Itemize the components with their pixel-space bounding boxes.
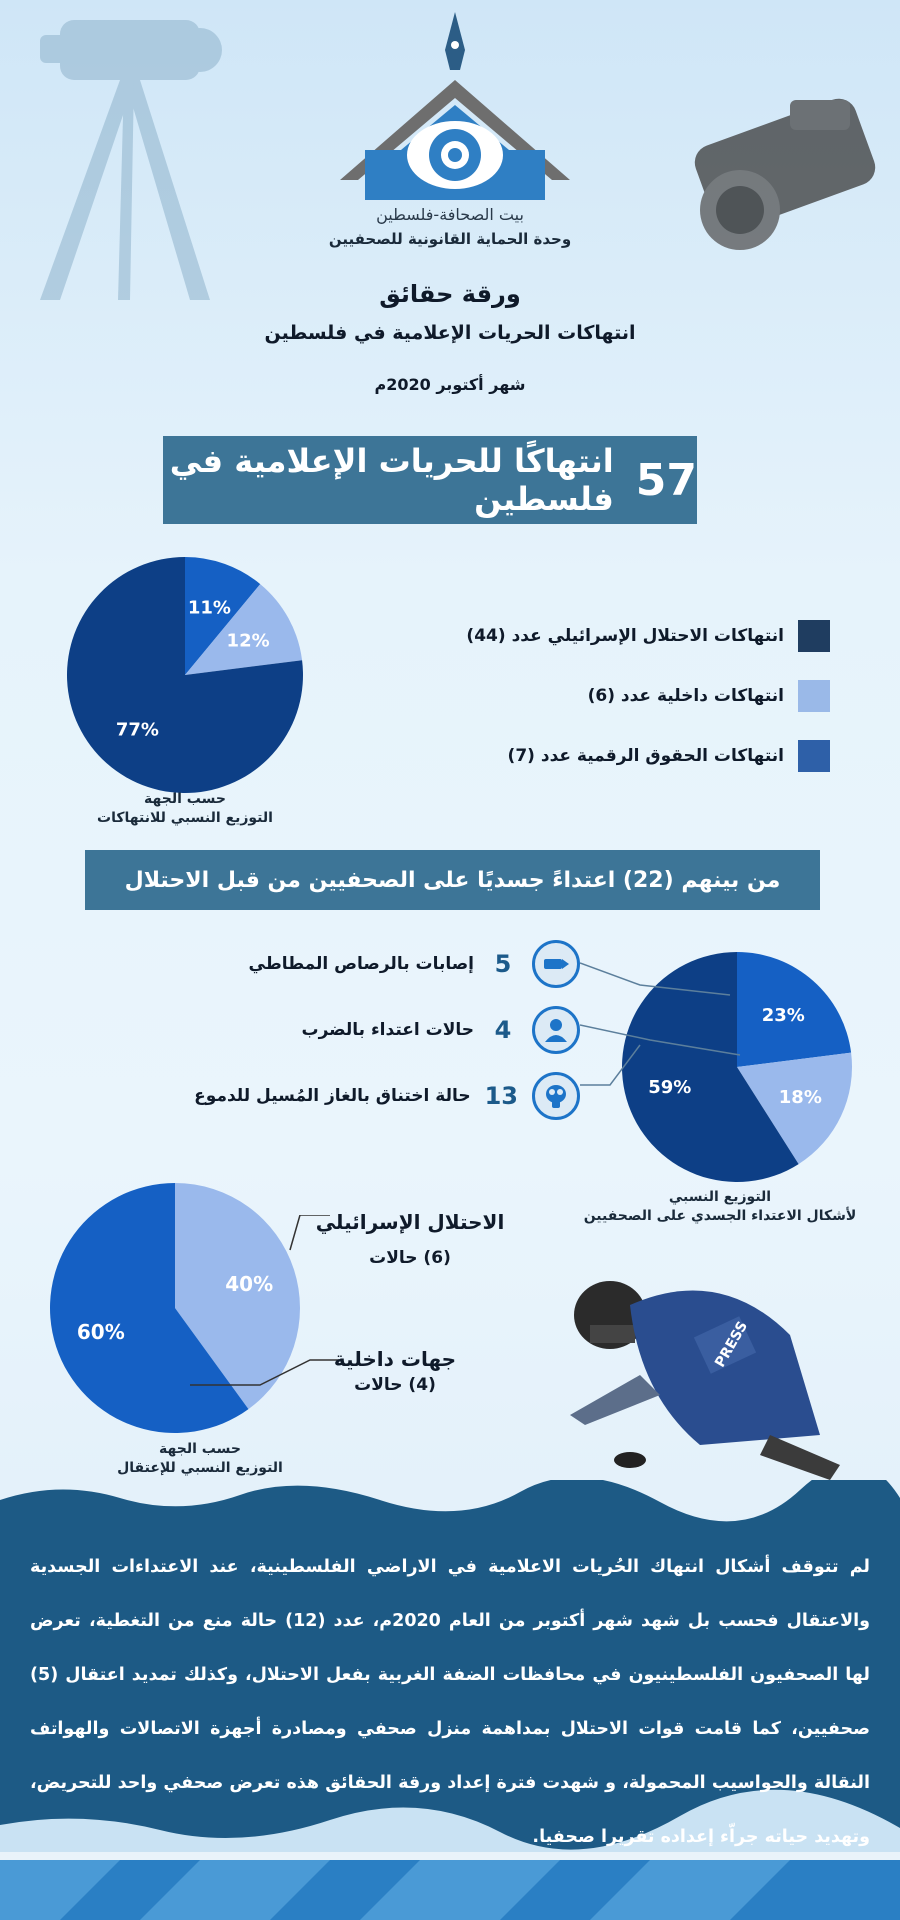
assault-item-tear-gas [130, 1072, 580, 1120]
assault-caption-line2: لأشكال الاعتداء الجسدي على الصحفيين [583, 1207, 857, 1224]
camera-tripod-illustration [0, 0, 260, 300]
total-violations-label: انتهاكًا للحريات الإعلامية في فلسطين [169, 442, 614, 518]
pie-label-3-1: 40% [225, 1271, 274, 1296]
page-title: ورقة حقائق [379, 280, 521, 308]
legend-item-occupation [380, 620, 830, 652]
assault-connector-lines [580, 955, 760, 1095]
legend-item-digital [380, 740, 830, 772]
violations-pie-chart [60, 550, 310, 800]
camera-illustration [670, 60, 900, 260]
assault-types-list [130, 940, 580, 1120]
pie-label-2-0: 59% [648, 1076, 692, 1098]
detention-occupation-count: (6) حالات [369, 1248, 451, 1268]
pie-label-1-1: 12% [226, 630, 270, 652]
press-house-logo [320, 10, 590, 210]
assault-caption-line1: التوزيع النسبي [668, 1189, 772, 1205]
assault-chart-caption [560, 1188, 880, 1226]
legend-label-occupation: انتهاكات الاحتلال الإسرائيلي عدد (44) [466, 626, 784, 646]
page-subtitle: انتهاكات الحريات الإعلامية في فلسطين [264, 322, 636, 344]
assault-item-beating [130, 1006, 580, 1054]
detention-chart-caption [75, 1440, 325, 1478]
legend-swatch-digital [798, 740, 830, 772]
assault-count-rubber-bullets: 5 [494, 950, 512, 978]
detention-occupation-title: الاحتلال الإسرائيلي [315, 1210, 505, 1234]
person-icon [532, 1006, 580, 1054]
pie-label-3-0: 60% [76, 1320, 125, 1345]
detention-internal-title: جهات داخلية [333, 1347, 457, 1371]
physical-assaults-banner: من بينهم (22) اعتداءً جسديًا على الصحفيين من قبل الاحتلال [85, 850, 820, 910]
pie-label-1-0: 77% [115, 719, 159, 741]
legend-swatch-occupation [798, 620, 830, 652]
violations-caption-line2: التوزيع النسبي للانتهاكات [97, 809, 273, 826]
legend-label-digital: انتهاكات الحقوق الرقمية عدد (7) [507, 746, 784, 766]
assault-label-beating: حالات اعتداء بالضرب [301, 1020, 474, 1040]
detention-caption-line1: حسب الجهة [159, 1441, 241, 1457]
brand-unit: وحدة الحماية القانونية للصحفيين [328, 230, 572, 248]
total-violations-count: 57 [635, 454, 697, 506]
report-date: شهر أكتوبر 2020م [374, 375, 526, 394]
violations-caption-line1: حسب الجهة [144, 791, 226, 807]
assault-item-rubber-bullets [130, 940, 580, 988]
pie-label-2-2: 23% [761, 1004, 805, 1026]
brand-name: بيت الصحافة-فلسطين [376, 205, 524, 224]
legend-swatch-internal [798, 680, 830, 712]
summary-paragraph: لم تتوقف أشكال انتهاك الحُريات الاعلامية في الاراضي الفلسطينية، عند الاعتداءات الجسدية والاعتقال فحسب بل شهد شهر أكتوبر من العام 2020م، عدد (12) حالة منع من التغطية، تعرض لها الصحفيون الفلسطينيون في محافظات الضفة الغربية بفعل الاحتلال، وكذلك تمديد اعتقال (5) صحفيين، كما قامت قوات الاحتلال بمداهمة منزل صحفي ومصادرة أجهزة الاتصالات والهواتف النقالة والحواسيب المحمولة، و شهدت فترة إعداد ورقة الحقائق هذه تعرض صحفي واحد للتحريض، وتهديد حياته جراّء إعداده تقريرا صحفيا. [30, 1557, 871, 1847]
detention-label-occupation [300, 1210, 520, 1268]
detention-label-internal [320, 1347, 470, 1395]
pie-label-1-2: 11% [187, 597, 231, 619]
legend-item-internal [380, 680, 830, 712]
pie-label-2-1: 18% [778, 1087, 822, 1109]
assault-count-beating: 4 [494, 1016, 512, 1044]
assault-count-tear-gas: 13 [484, 1082, 518, 1110]
assault-label-tear-gas: حالة اختناق بالغاز المُسيل للدموع [194, 1086, 471, 1106]
bullet-icon [532, 940, 580, 988]
detention-internal-count: (4) حالات [354, 1375, 436, 1395]
legend-label-internal: انتهاكات داخلية عدد (6) [587, 686, 784, 706]
injured-journalist-illustration [550, 1265, 860, 1485]
violations-chart-caption [60, 790, 310, 828]
detention-caption-line2: التوزيع النسبي للإعتقال [117, 1459, 283, 1476]
svg-text:PRESS: PRESS [712, 1318, 752, 1371]
assault-label-rubber-bullets: إصابات بالرصاص المطاطي [248, 954, 474, 974]
total-violations-banner [163, 436, 697, 524]
violations-legend [380, 620, 830, 772]
gas-mask-icon [532, 1072, 580, 1120]
